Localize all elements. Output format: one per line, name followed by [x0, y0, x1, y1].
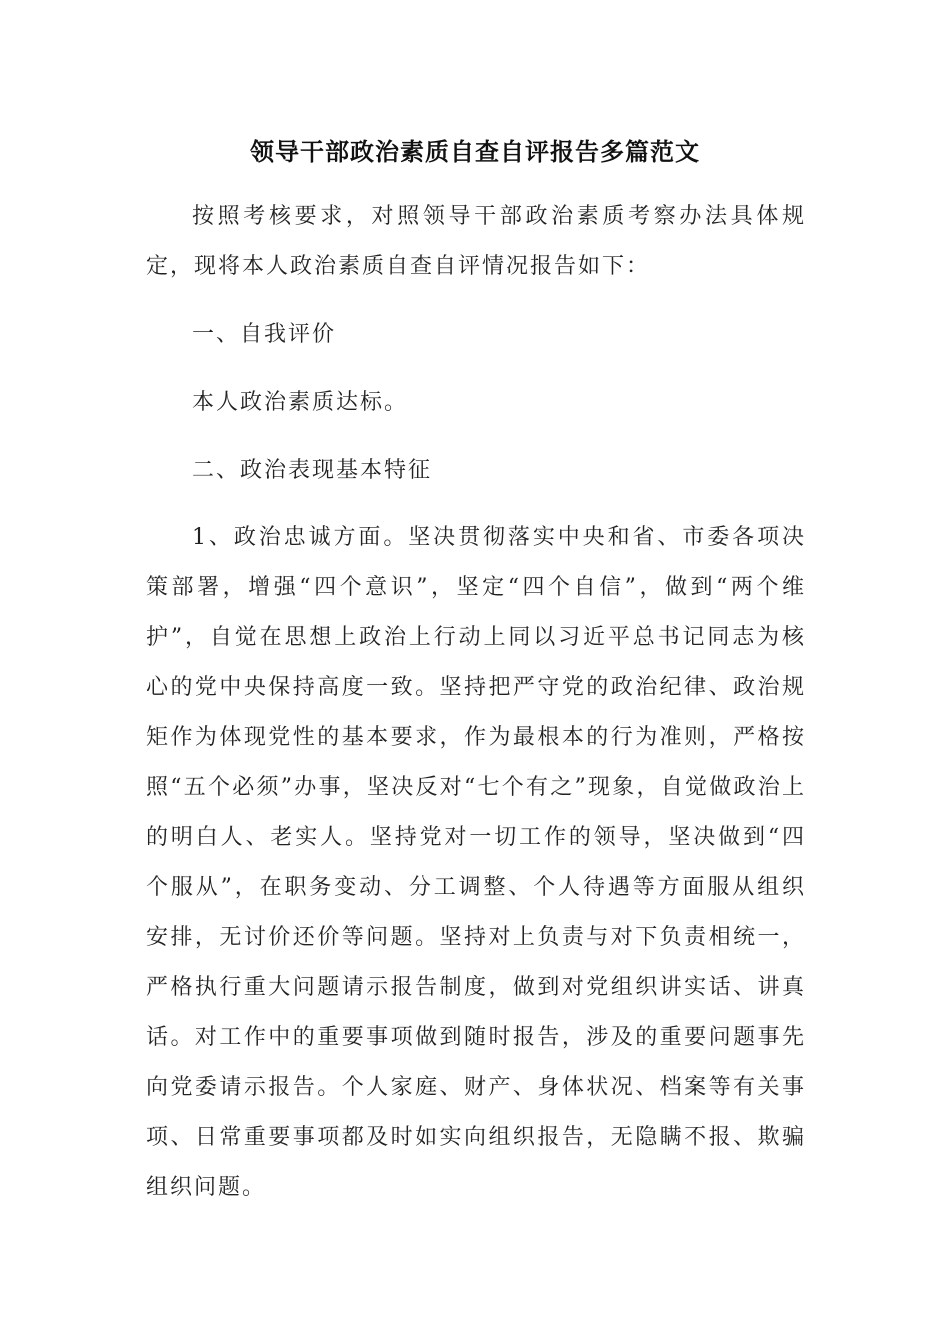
political-loyalty-paragraph: 1、政治忠诚方面。坚决贯彻落实中央和省、市委各项决策部署，增强“四个意识”，坚定“四个自信”，做到“两个维护”，自觉在思想上政治上行动上同以习近平总书记同志为核心的党中央保持高度一致。坚持把严守党的政治纪律、政治规矩作为体现党性的基本要求，作为最根本的行为准则，严格按照“五个必须”办事，坚决反对“七个有之”现象，自觉做政治上的明白人、老实人。坚持党对一切工作的领导，坚决做到“四个服从”，在职务变动、分工调整、个人待遇等方面服从组织安排，无讨价还价等问题。坚持对上负责与对下负责相统一，严格执行重大问题请示报告制度，做到对党组织讲实话、讲真话。对工作中的重要事项做到随时报告，涉及的重要问题事先向党委请示报告。个人家庭、财产、身体状况、档案等有关事项、日常重要事项都及时如实向组织报告，无隐瞒不报、欺骗组织问题。 [146, 525, 806, 1200]
self-evaluation-paragraph: 本人政治素质达标。 [192, 390, 409, 415]
section-heading-political-performance: 二、政治表现基本特征 [192, 458, 433, 483]
section-heading-self-evaluation: 一、自我评价 [192, 322, 337, 347]
document-title: 领导干部政治素质自查自评报告多篇范文 [250, 138, 700, 166]
intro-paragraph: 按照考核要求，对照领导干部政治素质考察办法具体规定，现将本人政治素质自查自评情况报告如下： [146, 204, 806, 279]
